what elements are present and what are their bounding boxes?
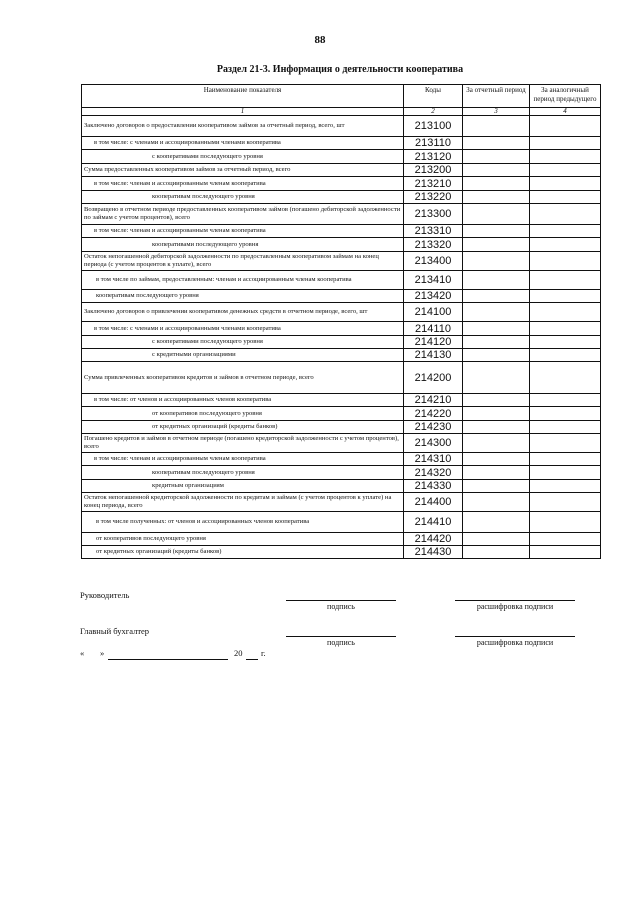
reporting-period-cell[interactable] xyxy=(463,407,530,421)
indicator-code: 213220 xyxy=(404,191,463,204)
indicator-name: от кредитных организаций (кредиты банков) xyxy=(82,421,404,434)
indicator-code: 214310 xyxy=(404,453,463,466)
table-row xyxy=(82,349,601,362)
previous-period-cell[interactable] xyxy=(530,434,601,453)
indicator-code: 214320 xyxy=(404,466,463,480)
head-decode-line[interactable] xyxy=(455,600,575,601)
reporting-period-cell[interactable] xyxy=(463,290,530,303)
table-row xyxy=(82,204,601,225)
reporting-period-cell[interactable] xyxy=(463,493,530,512)
accountant-decode-line[interactable] xyxy=(455,636,575,637)
table-row xyxy=(82,177,601,191)
head-signature-line[interactable] xyxy=(286,600,396,601)
table-row xyxy=(82,512,601,533)
previous-period-cell[interactable] xyxy=(530,225,601,238)
reporting-period-cell[interactable] xyxy=(463,480,530,493)
reporting-period-cell[interactable] xyxy=(463,466,530,480)
indicator-name: кооперативам последующего уровня xyxy=(82,290,404,303)
table-column-numbers-row xyxy=(82,108,601,116)
reporting-period-cell[interactable] xyxy=(463,394,530,407)
table-row xyxy=(82,394,601,407)
indicator-name: с кооперативами последующего уровня xyxy=(82,336,404,349)
date-year-line[interactable] xyxy=(246,659,258,660)
indicator-name: Возвращено в отчетном периоде предоставленных кооперативом займов (погашено дебиторской задолженности по займам с учетом процентов), всего xyxy=(82,204,404,225)
reporting-period-cell[interactable] xyxy=(463,164,530,177)
indicator-name: Сумма привлеченных кооперативом кредитов и займов в отчетном периоде, всего xyxy=(82,362,404,394)
indicator-name: с кредитными организациями xyxy=(82,349,404,362)
reporting-period-cell[interactable] xyxy=(463,349,530,362)
reporting-period-cell[interactable] xyxy=(463,150,530,164)
table-row xyxy=(82,322,601,336)
reporting-period-cell[interactable] xyxy=(463,512,530,533)
indicator-name: с кооперативами последующего уровня xyxy=(82,150,404,164)
table-row xyxy=(82,164,601,177)
column-number: 2 xyxy=(404,108,463,116)
header-previous-period: За аналогичный период предыдущего xyxy=(530,85,601,108)
table-row xyxy=(82,116,601,137)
reporting-period-cell[interactable] xyxy=(463,322,530,336)
previous-period-cell[interactable] xyxy=(530,407,601,421)
table-row xyxy=(82,480,601,493)
table-header-row xyxy=(82,85,601,108)
accountant-decode-caption: расшифровка подписи xyxy=(476,638,554,647)
reporting-period-cell[interactable] xyxy=(463,137,530,150)
reporting-period-cell[interactable] xyxy=(463,336,530,349)
indicator-code: 214110 xyxy=(404,322,463,336)
date-close-quote: » xyxy=(100,648,105,658)
previous-period-cell[interactable] xyxy=(530,204,601,225)
accountant-label: Главный бухгалтер xyxy=(80,626,150,636)
indicator-name: в том числе: с членами и ассоциированными членами кооператива xyxy=(82,137,404,150)
table-row xyxy=(82,303,601,322)
previous-period-cell[interactable] xyxy=(530,480,601,493)
date-year-suffix: г. xyxy=(261,648,266,658)
previous-period-cell[interactable] xyxy=(530,466,601,480)
indicator-code: 214130 xyxy=(404,349,463,362)
table-row xyxy=(82,137,601,150)
reporting-period-cell[interactable] xyxy=(463,303,530,322)
previous-period-cell[interactable] xyxy=(530,177,601,191)
previous-period-cell[interactable] xyxy=(530,164,601,177)
column-number: 4 xyxy=(530,108,601,116)
previous-period-cell[interactable] xyxy=(530,150,601,164)
accountant-signature-line[interactable] xyxy=(286,636,396,637)
indicator-name: в том числе: от членов и ассоциированных членов кооператива xyxy=(82,394,404,407)
reporting-period-cell[interactable] xyxy=(463,271,530,290)
reporting-period-cell[interactable] xyxy=(463,434,530,453)
indicator-name: кредитным организациям xyxy=(82,480,404,493)
date-day-month-line[interactable] xyxy=(108,659,228,660)
reporting-period-cell[interactable] xyxy=(463,116,530,137)
head-decode-caption: расшифровка подписи xyxy=(476,602,554,611)
date-year-prefix: 20 xyxy=(234,648,243,658)
previous-period-cell[interactable] xyxy=(530,453,601,466)
reporting-period-cell[interactable] xyxy=(463,362,530,394)
indicator-name: в том числе полученных: от членов и ассоциированных членов кооператива xyxy=(82,512,404,533)
reporting-period-cell[interactable] xyxy=(463,533,530,546)
reporting-period-cell[interactable] xyxy=(463,191,530,204)
indicator-name: в том числе: членам и ассоциированным членам кооператива xyxy=(82,453,404,466)
table-row xyxy=(82,466,601,480)
table-row xyxy=(82,252,601,271)
table-row xyxy=(82,493,601,512)
page-number: 88 xyxy=(314,34,326,46)
previous-period-cell[interactable] xyxy=(530,271,601,290)
indicator-code: 213200 xyxy=(404,164,463,177)
table-row xyxy=(82,362,601,394)
indicator-code: 214200 xyxy=(404,362,463,394)
previous-period-cell[interactable] xyxy=(530,322,601,336)
indicator-code: 213300 xyxy=(404,204,463,225)
indicator-name: от кооперативов последующего уровня xyxy=(82,533,404,546)
table-row xyxy=(82,533,601,546)
previous-period-cell[interactable] xyxy=(530,493,601,512)
indicator-name: Заключено договоров о привлечении кооперативом денежных средств в отчетном периоде, всего, шт xyxy=(82,303,404,322)
previous-period-cell[interactable] xyxy=(530,303,601,322)
previous-period-cell[interactable] xyxy=(530,238,601,252)
activity-table xyxy=(81,84,601,559)
previous-period-cell[interactable] xyxy=(530,421,601,434)
reporting-period-cell[interactable] xyxy=(463,177,530,191)
previous-period-cell[interactable] xyxy=(530,533,601,546)
previous-period-cell[interactable] xyxy=(530,362,601,394)
indicator-code: 213420 xyxy=(404,290,463,303)
indicator-code: 214420 xyxy=(404,533,463,546)
previous-period-cell[interactable] xyxy=(530,394,601,407)
header-codes: Коды xyxy=(404,85,463,108)
table-row xyxy=(82,150,601,164)
reporting-period-cell[interactable] xyxy=(463,546,530,559)
table-row xyxy=(82,407,601,421)
indicator-name: кооперативами последующего уровня xyxy=(82,238,404,252)
indicator-code: 213120 xyxy=(404,150,463,164)
indicator-code: 213320 xyxy=(404,238,463,252)
table-row xyxy=(82,546,601,559)
indicator-code: 214220 xyxy=(404,407,463,421)
indicator-code: 214100 xyxy=(404,303,463,322)
previous-period-cell[interactable] xyxy=(530,336,601,349)
indicator-name: кооперативам последующего уровня xyxy=(82,466,404,480)
indicator-code: 213210 xyxy=(404,177,463,191)
header-reporting-period: За отчетный период xyxy=(463,85,530,108)
accountant-signature-caption: подпись xyxy=(327,638,355,647)
indicator-code: 214210 xyxy=(404,394,463,407)
table-row xyxy=(82,290,601,303)
previous-period-cell[interactable] xyxy=(530,137,601,150)
reporting-period-cell[interactable] xyxy=(463,204,530,225)
date-open-quote: « xyxy=(80,648,85,658)
indicator-name: в том числе: членам и ассоциированным членам кооператива xyxy=(82,177,404,191)
table-row xyxy=(82,225,601,238)
section-title: Раздел 21-3. Информация о деятельности кооператива xyxy=(216,64,464,75)
indicator-name: от кооперативов последующего уровня xyxy=(82,407,404,421)
head-label: Руководитель xyxy=(80,590,130,600)
column-number: 1 xyxy=(82,108,404,116)
table-row xyxy=(82,336,601,349)
indicator-code: 214300 xyxy=(404,434,463,453)
table-row xyxy=(82,191,601,204)
previous-period-cell[interactable] xyxy=(530,252,601,271)
header-indicator-name: Наименование показателя xyxy=(82,85,404,108)
previous-period-cell[interactable] xyxy=(530,349,601,362)
indicator-code: 214430 xyxy=(404,546,463,559)
table-row xyxy=(82,434,601,453)
table-row xyxy=(82,421,601,434)
indicator-name: Остаток непогашенной дебиторской задолженности по предоставленным кооперативом займам на конец периода (с учетом процентов к уплате), всего xyxy=(82,252,404,271)
indicator-code: 214410 xyxy=(404,512,463,533)
previous-period-cell[interactable] xyxy=(530,546,601,559)
indicator-name: в том числе: с членами и ассоциированными членами кооператива xyxy=(82,322,404,336)
indicator-name: в том числе по займам, предоставленным: членам и ассоциированным членам кооператива xyxy=(82,271,404,290)
indicator-name: Остаток непогашенной кредиторской задолженности по кредитам и займам (с учетом процентов к уплате) на конец периода, всего xyxy=(82,493,404,512)
previous-period-cell[interactable] xyxy=(530,116,601,137)
indicator-name: Погашено кредитов и займов в отчетном периоде (погашено кредиторской задолженности с учетом процентов), всего xyxy=(82,434,404,453)
table-row xyxy=(82,238,601,252)
indicator-code: 214330 xyxy=(404,480,463,493)
indicator-code: 213400 xyxy=(404,252,463,271)
indicator-name: Сумма предоставленных кооперативом займов за отчетный период, всего xyxy=(82,164,404,177)
indicator-name: Заключено договоров о предоставлении кооперативом займов за отчетный период, всего, шт xyxy=(82,116,404,137)
previous-period-cell[interactable] xyxy=(530,290,601,303)
indicator-name: от кредитных организаций (кредиты банков) xyxy=(82,546,404,559)
table-row xyxy=(82,271,601,290)
indicator-code: 214400 xyxy=(404,493,463,512)
indicator-code: 213310 xyxy=(404,225,463,238)
reporting-period-cell[interactable] xyxy=(463,453,530,466)
indicator-name: кооперативам последующего уровня xyxy=(82,191,404,204)
reporting-period-cell[interactable] xyxy=(463,421,530,434)
indicator-code: 213100 xyxy=(404,116,463,137)
previous-period-cell[interactable] xyxy=(530,512,601,533)
indicator-code: 213110 xyxy=(404,137,463,150)
previous-period-cell[interactable] xyxy=(530,191,601,204)
indicator-code: 213410 xyxy=(404,271,463,290)
table-row xyxy=(82,453,601,466)
reporting-period-cell[interactable] xyxy=(463,225,530,238)
indicator-code: 214120 xyxy=(404,336,463,349)
reporting-period-cell[interactable] xyxy=(463,238,530,252)
column-number: 3 xyxy=(463,108,530,116)
reporting-period-cell[interactable] xyxy=(463,252,530,271)
indicator-name: в том числе: членам и ассоциированным членам кооператива xyxy=(82,225,404,238)
head-signature-caption: подпись xyxy=(327,602,355,611)
indicator-code: 214230 xyxy=(404,421,463,434)
